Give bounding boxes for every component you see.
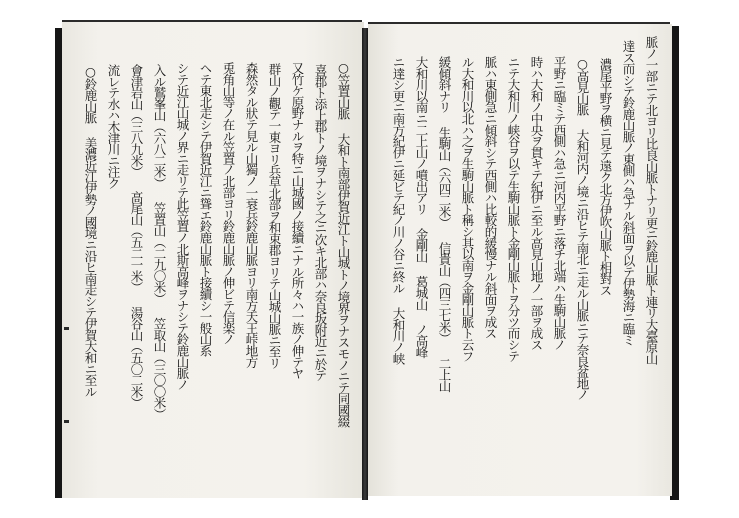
left-text-line: 兎角山等ノ在ル笠置ノ北部ヨリ鈴鹿山脈ノ伸ビテ信楽ノ — [221, 62, 236, 345]
left-text-line: ヘテ東北走シテ伊賀近江ニ聳エ鈴鹿山脈ト接續シ一般山系 — [198, 62, 213, 356]
right-text-line: 大和川以南ニ二上山ノ噴出アリ 金剛山 葛城山 ノ高峰 — [414, 56, 429, 358]
left-text-line: ○笠置山脈 大和ト南部伊賀近江ト山城トノ境界ヲナスモノニテ同國綴 — [336, 60, 351, 427]
right-text-line: ル大和川以北ハ之ヲ生駒山脈ト稱シ其以南ヲ金剛山脈ト云フ — [460, 56, 475, 362]
right-text-line: 緩傾斜ナリ 生駒山（六四二米） 信貴山（四三七米） 二上山 — [437, 56, 452, 392]
left-text-line: 入ル鷲峯山（六八二米） 笠置山（二九〇米） 笠取山（三〇〇米） — [152, 64, 167, 420]
right-text-line: 達ス而シテ鈴鹿山脈ノ東側ハ急ナル斜面ヲ以テ伊勢海ニ臨ミ — [621, 40, 636, 346]
right-text-line: 時ハ大和ノ中央ヲ貫キテ紀伊ニ至ル高見山地ノ一部ヲ成ス — [529, 56, 544, 350]
left-text-line: シテ近江山城ノ界ニ走リテ此笠置ノ北斯高峰ヲナシテ鈴鹿山脈ノ — [175, 62, 190, 390]
right-text-line: ○高見山脈 大和河内ノ境ニ沿ヒテ南北ニ走ル山脈ニテ奈良盆地ノ — [575, 56, 590, 401]
binding-mark — [64, 327, 69, 330]
left-text-line: 喜郡ト添上郡トノ境ヲナシテ之ニ次キ北部ハ奈良坂附近ニ於テ — [313, 64, 328, 381]
right-text-line: 平野ニ臨ミテ西側ハ急ニ河内平野ニ落チ北端ハ生駒山脈ノ — [552, 56, 567, 350]
left-text-line: 群山ノ觀テ一東ヨリ兵草北部ヲ和束郡ヨリテ山城山脈ニ至リ — [267, 63, 282, 369]
left-text-line: 又竹ケ原野ナルヲ特ニ山城國ノ接續ニナル所々ハ一族ノ伸テヤ — [290, 62, 305, 379]
left-text-line: 會津岩山（三八九米） 高尾山（五二一米） 湯谷山（五〇二米） — [129, 64, 144, 409]
right-text-line: 脈ノ一部ニテ北ヨリ比良山脈トナリ更ニ鈴鹿山脈ト連リ大臺原山 — [644, 36, 659, 364]
binding-mark — [64, 420, 69, 423]
left-text-line: ○鈴鹿山脈 美濃近江伊勢ノ國境ニ沿ヒ南走シテ伊賀大和ニ至ル — [83, 64, 98, 397]
left-text-line: 流レテ水ハ木津川ニ注ク — [106, 64, 121, 189]
book-gutter — [362, 28, 368, 500]
right-text-line: 濃尾平野ヲ横ニ見テ遠ク北方伊吹山脈ト相對ス — [598, 58, 613, 296]
right-text-line: ニテ大和川ノ峡谷ヲ以テ生駒山脈ト金剛山脈トヲ分ツ而シテ — [506, 56, 521, 362]
right-text-line: 脈ハ東側急ニ傾斜シテ西側ハ比較的緩慢ナル斜面ヲ成ス — [483, 56, 498, 339]
right-text-line: ニ達シ更ニ南方紀伊ニ延ビテ紀ノ川ノ谷ニ終ル 大和川ノ峡 — [391, 56, 406, 364]
left-text-line: 森然タル狀テ見ル山獨ノ一衰兵鈴鹿山脈ヨリ南方天王峠地方 — [244, 62, 259, 368]
